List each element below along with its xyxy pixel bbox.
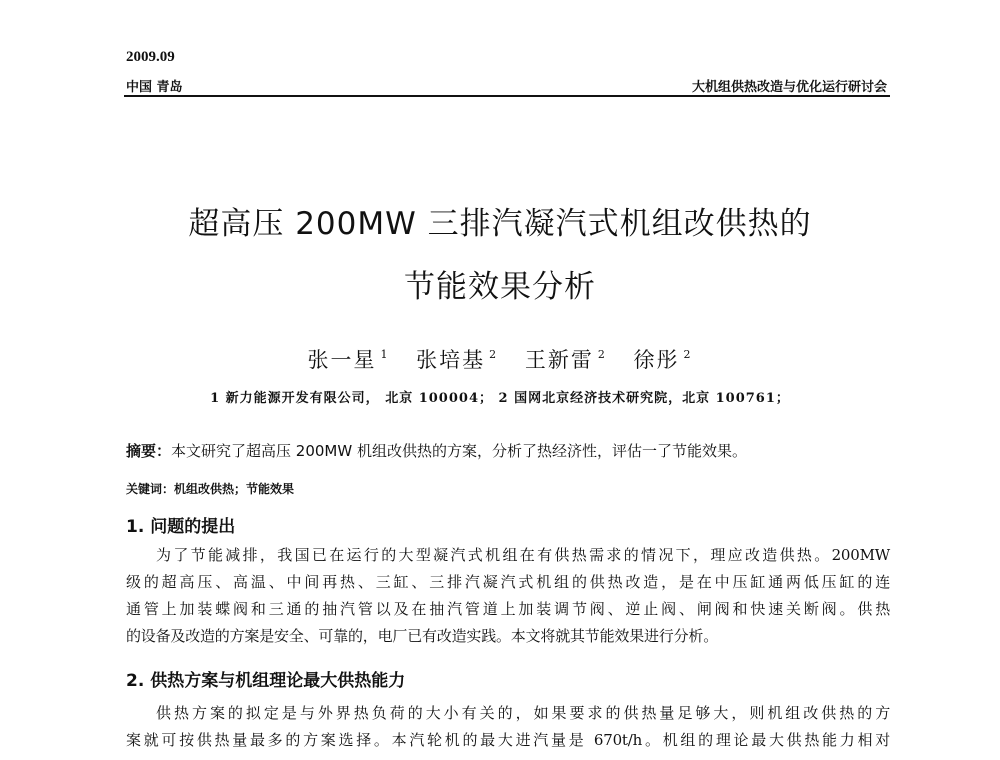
header-location: 中国 青岛 (126, 80, 183, 95)
keywords (126, 480, 294, 497)
section-2-paragraph (126, 700, 890, 754)
keywords-label: 关键词： (126, 482, 175, 496)
abstract-text: 本文研究了超高压 200MW 机组改供热的方案，分析了热经济性，评估一了节能效果。 (171, 442, 747, 460)
paragraph-line: 为了节能减排，我国已在运行的大型凝汽式机组在有供热需求的情况下，理应改造供热。200MW (156, 546, 890, 564)
author-affiliation-mark: 2 (489, 348, 499, 361)
paragraph-line: 的设备及改造的方案是安全、可靠的，电厂已有改造实践。本文将就其节能效果进行分析。 (126, 627, 719, 645)
paragraph-line: 级的超高压、高温、中间再热、三缸、三排汽凝汽式机组的供热改造，是在中压缸通两低压缸的连 (126, 573, 890, 591)
paragraph-line: 供热方案的拟定是与外界热负荷的大小有关的，如果要求的供热量足够大，则机组改供热的方 (156, 704, 890, 722)
header-rule (124, 95, 890, 97)
section-heading-2: 2. 供热方案与机组理论最大供热能力 (126, 671, 406, 691)
paper-title-line-2: 节能效果分析 (404, 269, 596, 305)
author-name: 张培基 (416, 348, 486, 372)
paragraph-line: 通管上加装蝶阀和三通的抽汽管以及在抽汽管道上加装调节阀、逆止阀、闸阀和快速关断阀。供热 (126, 600, 890, 618)
author-affiliation-mark: 2 (683, 348, 693, 361)
paragraph-line: 案就可按供热量最多的方案选择。本汽轮机的最大进汽量是 670t/h。机组的理论最大供热能力相对 (126, 731, 890, 749)
author-affiliation-mark: 1 (380, 348, 390, 361)
author-name: 张一星 (307, 348, 377, 372)
author-list (0, 344, 1000, 374)
abstract (126, 440, 747, 461)
author-affiliation-mark: 2 (597, 348, 607, 361)
paper-title-line-1: 超高压 200MW 三排汽凝汽式机组改供热的 (188, 206, 812, 242)
keywords-text: 机组改供热；节能效果 (174, 482, 295, 496)
header-conference: 大机组供热改造与优化运行研讨会 (691, 80, 887, 95)
section-heading-1: 1. 问题的提出 (126, 517, 236, 537)
author-name: 徐彤 (633, 348, 680, 372)
abstract-label: 摘要： (126, 442, 172, 460)
header-date: 2009.09 (126, 49, 175, 65)
author-name: 王新雷 (524, 348, 594, 372)
affiliations: 1 新力能源开发有限公司， 北京 100004； 2 国网北京经济技术研究院，北京 100761； (210, 391, 790, 406)
section-1-paragraph (126, 542, 890, 650)
